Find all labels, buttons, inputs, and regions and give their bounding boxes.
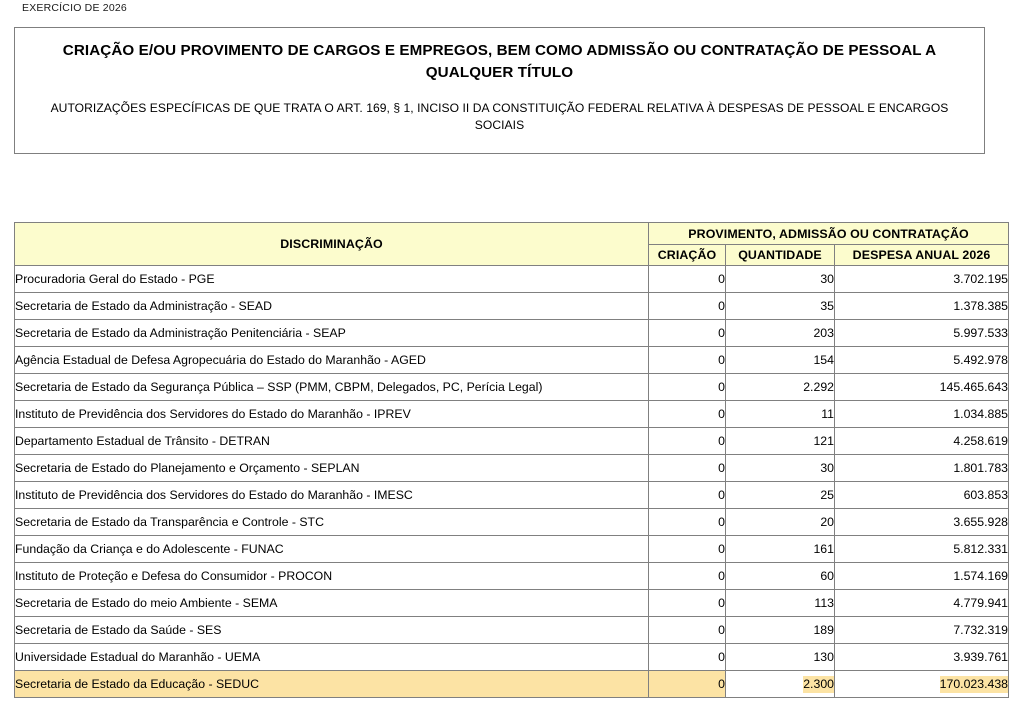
cell-criacao: 0	[649, 266, 726, 293]
cell-despesa: 3.939.761	[835, 644, 1009, 671]
cell-quantidade: 30	[726, 455, 835, 482]
cell-quantidade: 25	[726, 482, 835, 509]
cell-criacao: 0	[649, 455, 726, 482]
table-row	[15, 347, 1009, 374]
cell-quantidade: 121	[726, 428, 835, 455]
cell-discriminacao: Secretaria de Estado do meio Ambiente - SEMA	[15, 590, 649, 617]
cell-discriminacao: Secretaria de Estado da Administração Penitenciária - SEAP	[15, 320, 649, 347]
cell-quantidade: 11	[726, 401, 835, 428]
cell-criacao: 0	[649, 401, 726, 428]
document-title: CRIAÇÃO E/OU PROVIMENTO DE CARGOS E EMPREGOS, BEM COMO ADMISSÃO OU CONTRATAÇÃO DE PESSOAL A QUALQUER TÍTULO	[62, 42, 937, 81]
cell-discriminacao: Agência Estadual de Defesa Agropecuária do Estado do Maranhão - AGED	[15, 347, 649, 374]
cell-despesa: 145.465.643	[835, 374, 1009, 401]
cell-discriminacao: Universidade Estadual do Maranhão - UEMA	[15, 644, 649, 671]
cell-quantidade: 60	[726, 563, 835, 590]
cell-despesa: 5.997.533	[835, 320, 1009, 347]
cell-despesa: 1.034.885	[835, 401, 1009, 428]
cell-quantidade: 154	[726, 347, 835, 374]
table-row	[15, 482, 1009, 509]
cell-criacao: 0	[649, 374, 726, 401]
cell-discriminacao: Secretaria de Estado da Saúde - SES	[15, 617, 649, 644]
cell-discriminacao: Instituto de Proteção e Defesa do Consumidor - PROCON	[15, 563, 649, 590]
cell-quantidade: 35	[726, 293, 835, 320]
cell-criacao: 0	[649, 671, 726, 698]
cell-quantidade: 30	[726, 266, 835, 293]
cell-despesa: 1.378.385	[835, 293, 1009, 320]
cell-despesa: 4.258.619	[835, 428, 1009, 455]
table-row	[15, 536, 1009, 563]
column-header-quantidade: QUANTIDADE	[726, 245, 835, 266]
cell-criacao: 0	[649, 320, 726, 347]
column-header-group-provimento: PROVIMENTO, ADMISSÃO OU CONTRATAÇÃO	[649, 223, 1009, 245]
table-row	[15, 617, 1009, 644]
cell-discriminacao: Secretaria de Estado do Planejamento e Orçamento - SEPLAN	[15, 455, 649, 482]
table-row	[15, 428, 1009, 455]
budget-table	[14, 222, 1009, 698]
cell-despesa: 1.574.169	[835, 563, 1009, 590]
cell-criacao: 0	[649, 590, 726, 617]
table-body	[15, 266, 1009, 698]
cell-discriminacao: Secretaria de Estado da Transparência e Controle - STC	[15, 509, 649, 536]
cell-quantidade: 2.300	[726, 671, 835, 698]
cell-criacao: 0	[649, 482, 726, 509]
cell-criacao: 0	[649, 293, 726, 320]
cell-despesa: 3.702.195	[835, 266, 1009, 293]
cell-quantidade: 203	[726, 320, 835, 347]
cell-quantidade: 2.292	[726, 374, 835, 401]
column-header-criacao: CRIAÇÃO	[649, 245, 726, 266]
cell-discriminacao: Secretaria de Estado da Administração - SEAD	[15, 293, 649, 320]
exercicio-label: EXERCÍCIO DE 2026	[22, 2, 127, 14]
cell-quantidade: 161	[726, 536, 835, 563]
cell-despesa: 5.812.331	[835, 536, 1009, 563]
table-row	[15, 293, 1009, 320]
cell-quantidade: 20	[726, 509, 835, 536]
table-row	[15, 455, 1009, 482]
cell-despesa: 7.732.319	[835, 617, 1009, 644]
table-row	[15, 320, 1009, 347]
title-box	[14, 27, 985, 154]
table-row	[15, 374, 1009, 401]
document-subtitle: AUTORIZAÇÕES ESPECÍFICAS DE QUE TRATA O ART. 169, § 1, INCISO II DA CONSTITUIÇÃO FEDERAL RELATIVA À DESPESAS DE PESSOAL E ENCARGOS SOCIAIS	[50, 101, 949, 133]
cell-discriminacao: Secretaria de Estado da Segurança Pública – SSP (PMM, CBPM, Delegados, PC, Perícia Legal)	[15, 374, 649, 401]
budget-table-container	[14, 222, 1008, 698]
cell-criacao: 0	[649, 536, 726, 563]
cell-despesa: 1.801.783	[835, 455, 1009, 482]
cell-despesa: 603.853	[835, 482, 1009, 509]
cell-discriminacao: Instituto de Previdência dos Servidores do Estado do Maranhão - IMESC	[15, 482, 649, 509]
table-row	[15, 563, 1009, 590]
table-header-row-group	[15, 223, 1009, 245]
cell-despesa: 3.655.928	[835, 509, 1009, 536]
table-row	[15, 590, 1009, 617]
table-row	[15, 401, 1009, 428]
cell-criacao: 0	[649, 617, 726, 644]
cell-despesa: 170.023.438	[835, 671, 1009, 698]
column-header-despesa: DESPESA ANUAL 2026	[835, 245, 1009, 266]
table-row	[15, 509, 1009, 536]
cell-despesa: 4.779.941	[835, 590, 1009, 617]
column-header-discriminacao: DISCRIMINAÇÃO	[15, 223, 649, 266]
cell-discriminacao: Instituto de Previdência dos Servidores do Estado do Maranhão - IPREV	[15, 401, 649, 428]
table-row	[15, 644, 1009, 671]
table-row	[15, 671, 1009, 698]
cell-criacao: 0	[649, 644, 726, 671]
cell-criacao: 0	[649, 347, 726, 374]
table-head	[15, 223, 1009, 266]
cell-discriminacao: Departamento Estadual de Trânsito - DETRAN	[15, 428, 649, 455]
cell-quantidade: 130	[726, 644, 835, 671]
cell-discriminacao: Fundação da Criança e do Adolescente - FUNAC	[15, 536, 649, 563]
cell-quantidade: 113	[726, 590, 835, 617]
cell-discriminacao: Procuradoria Geral do Estado - PGE	[15, 266, 649, 293]
cell-criacao: 0	[649, 509, 726, 536]
cell-quantidade: 189	[726, 617, 835, 644]
cell-discriminacao: Secretaria de Estado da Educação - SEDUC	[15, 671, 649, 698]
table-row	[15, 266, 1009, 293]
cell-despesa: 5.492.978	[835, 347, 1009, 374]
cell-criacao: 0	[649, 428, 726, 455]
cell-criacao: 0	[649, 563, 726, 590]
